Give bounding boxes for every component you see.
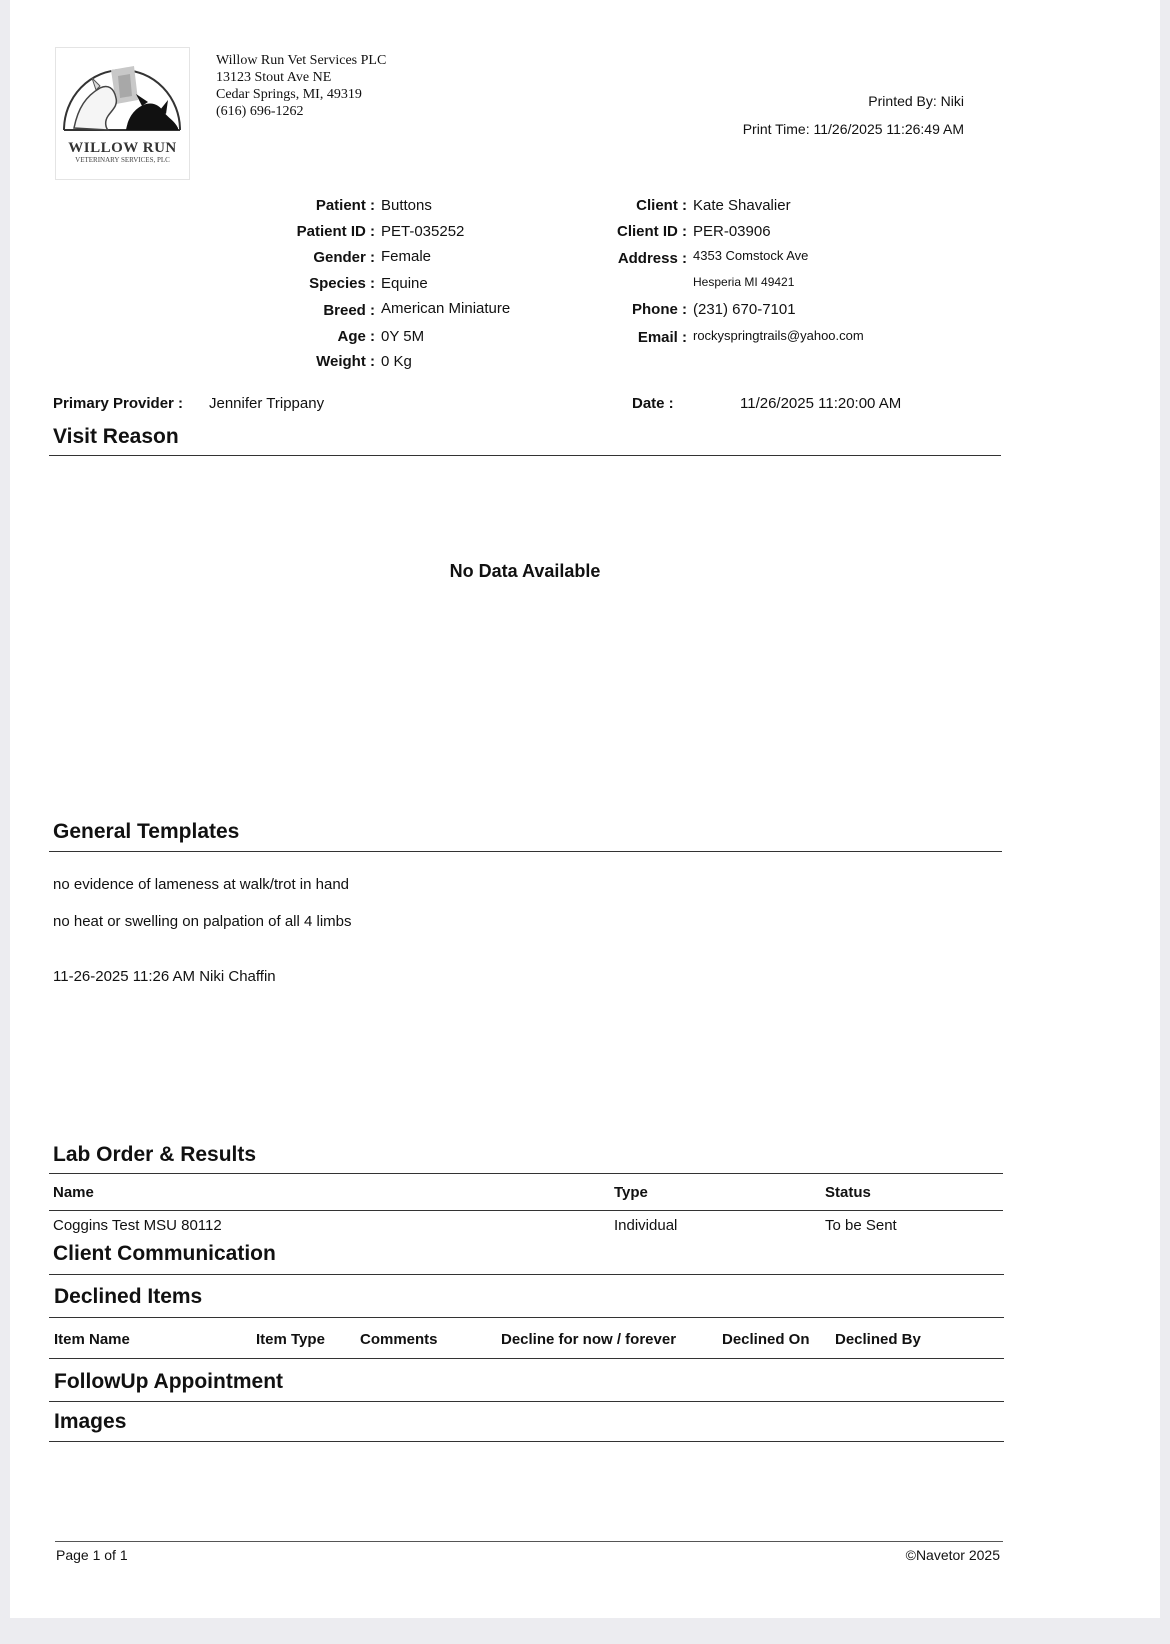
no-data-text: No Data Available [449,561,601,581]
logo-subtext: VETERINARY SERVICES, PLC [75,156,170,164]
declined-header-declined-by: Declined By [835,1331,921,1348]
weight-label: Weight : [316,353,375,370]
document-page [10,0,1160,1618]
lab-cell-name: Coggins Test MSU 80112 [53,1217,222,1234]
client-communication-divider [49,1274,1004,1275]
declined-header-declined-on: Declined On [722,1331,810,1348]
footer-page-number: Page 1 of 1 [56,1547,128,1563]
followup-title: FollowUp Appointment [54,1370,284,1393]
followup-divider [49,1401,1004,1402]
visit-date: 11/26/2025 11:20:00 AM [740,395,902,412]
gender: Female [381,248,432,265]
footer-copyright: ©Navetor 2025 [905,1547,1000,1563]
address-line2: Hesperia MI 49421 [693,275,795,289]
lab-header-status: Status [825,1184,871,1201]
lab-cell-status: To be Sent [825,1217,897,1234]
patient-label: Patient : [315,197,375,214]
clinic-name: Willow Run Vet Services PLC [216,53,387,68]
species: Equine [381,275,428,292]
images-divider [49,1441,1004,1442]
declined-header-divider [49,1358,1004,1359]
age-label: Age : [337,328,375,345]
weight: 0 Kg [381,353,412,370]
lab-cell-type: Individual [614,1217,678,1234]
patient-name: Buttons [381,197,432,214]
logo-text: WILLOW RUN [68,140,177,156]
general-templates-title: General Templates [53,820,240,843]
client-id-label: Client ID : [617,223,687,240]
template-signature: 11-26-2025 11:26 AM Niki Chaffin [53,968,276,985]
lab-header-divider [49,1210,1003,1211]
lab-header-type: Type [614,1184,648,1201]
clinic-city: Cedar Springs, MI, 49319 [216,87,362,102]
declined-title: Declined Items [54,1285,203,1308]
general-templates-divider [49,851,1002,852]
phone-label: Phone : [632,301,687,318]
date-label: Date : [632,395,674,412]
clinic-street: 13123 Stout Ave NE [216,70,332,85]
lab-divider [49,1173,1003,1174]
declined-divider [49,1317,1004,1318]
address-line1: 4353 Comstock Ave [693,248,809,263]
provider-label: Primary Provider : [53,395,184,412]
clinic-logo [55,47,190,180]
declined-header-item-name: Item Name [54,1331,130,1348]
patient-id-label: Patient ID : [296,223,375,240]
email-label: Email : [637,329,687,346]
visit-reason-title: Visit Reason [53,425,179,448]
printed-by: Printed By: Niki [868,93,964,109]
provider-name: Jennifer Trippany [209,395,325,412]
images-title: Images [54,1410,127,1433]
gender-label: Gender : [313,249,375,266]
clinic-phone: (616) 696-1262 [216,104,304,119]
client-email: rockyspringtrails@yahoo.com [693,328,864,343]
client-name: Kate Shavalier [693,197,791,214]
client-id: PER-03906 [693,223,771,240]
breed: American Miniature [381,300,511,317]
lab-header-name: Name [53,1184,94,1201]
species-label: Species : [309,275,375,292]
age: 0Y 5M [381,328,425,345]
declined-header-decline-for: Decline for now / forever [501,1331,677,1348]
template-line-2: no heat or swelling on palpation of all 4 limbs [53,913,352,930]
print-time: Print Time: 11/26/2025 11:26:49 AM [742,121,964,137]
address-label: Address : [617,250,687,267]
client-label: Client : [636,197,687,214]
lab-title: Lab Order & Results [53,1143,257,1166]
client-phone: (231) 670-7101 [693,301,796,318]
declined-header-item-type: Item Type [256,1331,325,1348]
visit-reason-divider [49,455,1001,456]
client-communication-title: Client Communication [53,1242,276,1265]
declined-header-comments: Comments [360,1331,438,1348]
patient-id: PET-035252 [381,223,465,240]
breed-label: Breed : [323,302,375,319]
footer-divider [55,1541,1003,1542]
template-line-1: no evidence of lameness at walk/trot in hand [53,876,350,893]
